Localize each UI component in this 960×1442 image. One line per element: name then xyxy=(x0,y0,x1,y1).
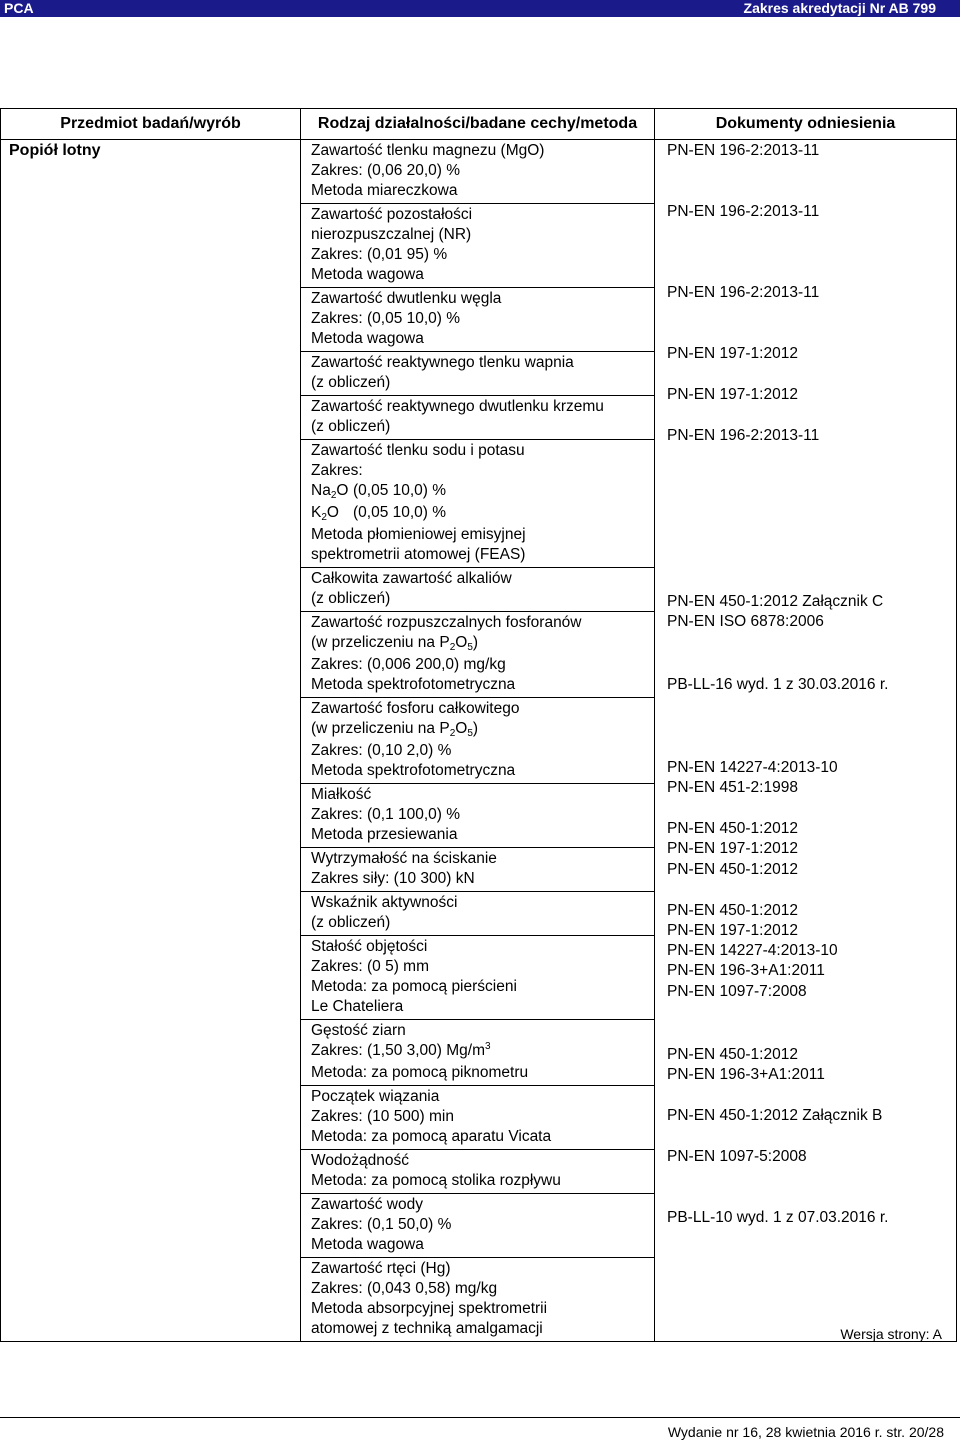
method-line: Zakres: (10 500) min xyxy=(311,1108,454,1125)
range-text: Zakres: (1,50 3,00) Mg/m xyxy=(311,1042,486,1059)
table-row xyxy=(1,140,957,1342)
formula-symbol: K xyxy=(311,504,322,521)
method-line: Metoda: za pomocą piknometru xyxy=(311,1064,529,1081)
method-line: Wytrzymałość na ściskanie xyxy=(311,850,497,867)
method-block xyxy=(301,1194,654,1258)
header-right: Zakres akredytacji Nr AB 799 xyxy=(743,0,936,16)
header-left: PCA xyxy=(4,0,34,16)
formula-text: O xyxy=(455,720,468,737)
method-block xyxy=(301,848,654,892)
formula-range: (0,05 10,0) % xyxy=(353,504,447,521)
method-block xyxy=(301,698,654,784)
reference-block xyxy=(655,591,956,674)
reference-block xyxy=(655,1044,956,1105)
reference-line: PN-EN 450-1:2012 xyxy=(667,902,798,919)
method-line: Metoda płomieniowej emisyjnej xyxy=(311,526,526,543)
method-block xyxy=(301,892,654,936)
reference-block xyxy=(655,201,956,282)
reference-block xyxy=(655,1146,956,1207)
table-header-row xyxy=(1,109,957,140)
reference-line: PN-EN 196-2:2013-11 xyxy=(667,427,820,444)
formula-subscript: 2 xyxy=(449,728,456,739)
formula-subscript: 2 xyxy=(321,512,327,523)
reference-block xyxy=(655,1207,956,1288)
reference-block xyxy=(655,425,956,550)
method-line: Zawartość tlenku sodu i potasu xyxy=(311,442,525,459)
method-line: Zakres: xyxy=(311,462,363,479)
method-line: Metoda: za pomocą aparatu Vicata xyxy=(311,1128,552,1145)
reference-block xyxy=(655,140,956,201)
method-line: Początek wiązania xyxy=(311,1088,440,1105)
method-line: Zawartość rozpuszczalnych fosforanów xyxy=(311,614,582,631)
column-header: Dokumenty odniesienia xyxy=(655,109,957,140)
reference-block xyxy=(655,981,956,1044)
method-line: spektrometrii atomowej (FEAS) xyxy=(311,546,526,563)
reference-block xyxy=(655,818,956,859)
method-line: Metoda spektrofotometryczna xyxy=(311,762,516,779)
method-line: Wodożądność xyxy=(311,1152,409,1169)
reference-line: PN-EN 197-1:2012 xyxy=(667,386,798,403)
method-line: Zawartość wody xyxy=(311,1196,423,1213)
method-line: Zawartość reaktywnego tlenku wapnia xyxy=(311,354,574,371)
reference-line: PN-EN ISO 6878:2006 xyxy=(667,613,824,630)
formula-symbol: O xyxy=(326,504,339,521)
reference-line: PN-EN 196-2:2013-11 xyxy=(667,142,820,159)
method-block xyxy=(301,1086,654,1150)
reference-line: PN-EN 450-1:2012 Załącznik C xyxy=(667,593,884,610)
method-line: Zawartość fosforu całkowitego xyxy=(311,700,520,717)
formula-range: (0,05 10,0) % xyxy=(353,482,447,499)
method-line: (z obliczeń) xyxy=(311,590,391,607)
method-line: Zakres: (0,10 2,0) % xyxy=(311,742,452,759)
formula-line xyxy=(311,481,648,503)
method-block xyxy=(301,204,654,288)
method-line: Le Chateliera xyxy=(311,998,404,1015)
formula-text: (w przeliczeniu na P xyxy=(311,720,450,737)
method-line: (z obliczeń) xyxy=(311,418,391,435)
formula-subscript: 5 xyxy=(467,728,473,739)
method-block xyxy=(301,936,654,1020)
reference-line: PN-EN 451-2:1998 xyxy=(667,779,798,796)
method-block xyxy=(301,1258,654,1341)
method-line: Metoda: za pomocą pierścieni xyxy=(311,978,517,995)
method-line: Zawartość rtęci (Hg) xyxy=(311,1260,451,1277)
reference-line: PN-EN 196-2:2013-11 xyxy=(667,284,820,301)
method-line: Zakres: (0,06 20,0) % xyxy=(311,162,461,179)
footer xyxy=(0,1417,960,1440)
method-line: Zakres: (0 5) mm xyxy=(311,958,429,975)
method-line: Metoda wagowa xyxy=(311,330,424,347)
accreditation-table xyxy=(0,108,957,1342)
method-line: Zakres: (0,1 50,0) % xyxy=(311,1216,452,1233)
method-line: Gęstość ziarn xyxy=(311,1022,406,1039)
header-bar xyxy=(0,0,960,17)
reference-line: PN-EN 450-1:2012 xyxy=(667,861,798,878)
reference-line: PN-EN 197-1:2012 xyxy=(667,922,798,939)
product-cell xyxy=(1,140,301,1342)
method-line: Zawartość pozostałości xyxy=(311,206,473,223)
reference-line: PN-EN 196-3+A1:2011 xyxy=(667,962,825,979)
formula-subscript: 2 xyxy=(449,642,456,653)
method-line: Zakres: (0,006 200,0) mg/kg xyxy=(311,656,506,673)
reference-line: PN-EN 197-1:2012 xyxy=(667,345,798,362)
formula-symbol: Na xyxy=(311,482,331,499)
method-line: Metoda: za pomocą stolika rozpływu xyxy=(311,1172,561,1189)
method-line: Wskaźnik aktywności xyxy=(311,894,458,911)
formula-text: ) xyxy=(472,720,479,737)
formula xyxy=(311,481,353,503)
method-line: Miałkość xyxy=(311,786,372,803)
formula-text: O xyxy=(455,634,468,651)
reference-block xyxy=(655,384,956,425)
formula-line xyxy=(311,719,648,741)
reference-line: PN-EN 1097-7:2008 xyxy=(667,983,807,1000)
reference-block xyxy=(655,757,956,818)
method-line: Zawartość reaktywnego dwutlenku krzemu xyxy=(311,398,604,415)
method-block xyxy=(301,1020,654,1086)
method-block xyxy=(301,440,654,568)
reference-line: PN-EN 450-1:2012 Załącznik B xyxy=(667,1107,883,1124)
method-block xyxy=(301,568,654,612)
method-block xyxy=(301,1150,654,1194)
page-version: Wersja strony: A xyxy=(840,1326,942,1342)
column-header: Rodzaj działalności/badane cechy/metoda xyxy=(301,109,655,140)
reference-block xyxy=(655,282,956,343)
reference-line: PB-LL-16 wyd. 1 z 30.03.2016 r. xyxy=(667,676,889,693)
method-line: (z obliczeń) xyxy=(311,374,391,391)
reference-block xyxy=(655,674,956,757)
reference-block xyxy=(655,1105,956,1146)
column-header: Przedmiot badań/wyrób xyxy=(1,109,301,140)
reference-line: PB-LL-10 wyd. 1 z 07.03.2016 r. xyxy=(667,1209,889,1226)
reference-line: PN-EN 14227-4:2013-10 xyxy=(667,942,838,959)
method-line: Metoda wagowa xyxy=(311,266,424,283)
method-line: Zakres: (0,043 0,58) mg/kg xyxy=(311,1280,498,1297)
references-cell xyxy=(655,140,957,1342)
formula-line xyxy=(311,633,648,655)
footer-text: Wydanie nr 16, 28 kwietnia 2016 r. str. 20/28 xyxy=(667,1424,944,1440)
reference-block xyxy=(655,550,956,591)
method-line: Zakres: (0,01 95) % xyxy=(311,246,448,263)
product-name: Popiół lotny xyxy=(9,142,101,159)
method-block xyxy=(301,396,654,440)
method-line: atomowej z techniką amalgamacji xyxy=(311,1320,543,1337)
reference-block xyxy=(655,859,956,900)
methods-cell xyxy=(301,140,655,1342)
method-line: Zakres: (0,05 10,0) % xyxy=(311,310,461,327)
method-block xyxy=(301,612,654,698)
reference-line: PN-EN 14227-4:2013-10 xyxy=(667,759,838,776)
method-line: nierozpuszczalnej (NR) xyxy=(311,226,472,243)
method-line: Zawartość tlenku magnezu (MgO) xyxy=(311,142,545,159)
method-line: Metoda spektrofotometryczna xyxy=(311,676,516,693)
formula xyxy=(311,503,353,525)
reference-block xyxy=(655,900,956,981)
reference-line: PN-EN 450-1:2012 xyxy=(667,1046,798,1063)
method-line: Metoda wagowa xyxy=(311,1236,424,1253)
method-line: (z obliczeń) xyxy=(311,914,391,931)
formula-symbol: O xyxy=(336,482,349,499)
superscript: 3 xyxy=(485,1041,491,1052)
method-line: Całkowita zawartość alkaliów xyxy=(311,570,512,587)
method-block xyxy=(301,140,654,204)
range-line xyxy=(311,1041,648,1063)
method-line: Zakres siły: (10 300) kN xyxy=(311,870,475,887)
method-line: Metoda przesiewania xyxy=(311,826,458,843)
method-block xyxy=(301,288,654,352)
reference-line: PN-EN 197-1:2012 xyxy=(667,840,798,857)
formula-text: (w przeliczeniu na P xyxy=(311,634,450,651)
method-line: Metoda absorpcyjnej spektrometrii xyxy=(311,1300,548,1317)
reference-line: PN-EN 196-2:2013-11 xyxy=(667,203,820,220)
formula-line xyxy=(311,503,648,525)
formula-text: ) xyxy=(472,634,479,651)
method-line: Zawartość dwutlenku węgla xyxy=(311,290,502,307)
reference-line: PN-EN 450-1:2012 xyxy=(667,820,798,837)
method-line: Metoda miareczkowa xyxy=(311,182,458,199)
method-line: Stałość objętości xyxy=(311,938,428,955)
method-block xyxy=(301,784,654,848)
method-line: Zakres: (0,1 100,0) % xyxy=(311,806,461,823)
reference-line: PN-EN 196-3+A1:2011 xyxy=(667,1066,825,1083)
reference-block xyxy=(655,343,956,384)
method-block xyxy=(301,352,654,396)
formula-subscript: 2 xyxy=(330,490,337,501)
reference-line: PN-EN 1097-5:2008 xyxy=(667,1148,807,1165)
formula-subscript: 5 xyxy=(467,642,473,653)
